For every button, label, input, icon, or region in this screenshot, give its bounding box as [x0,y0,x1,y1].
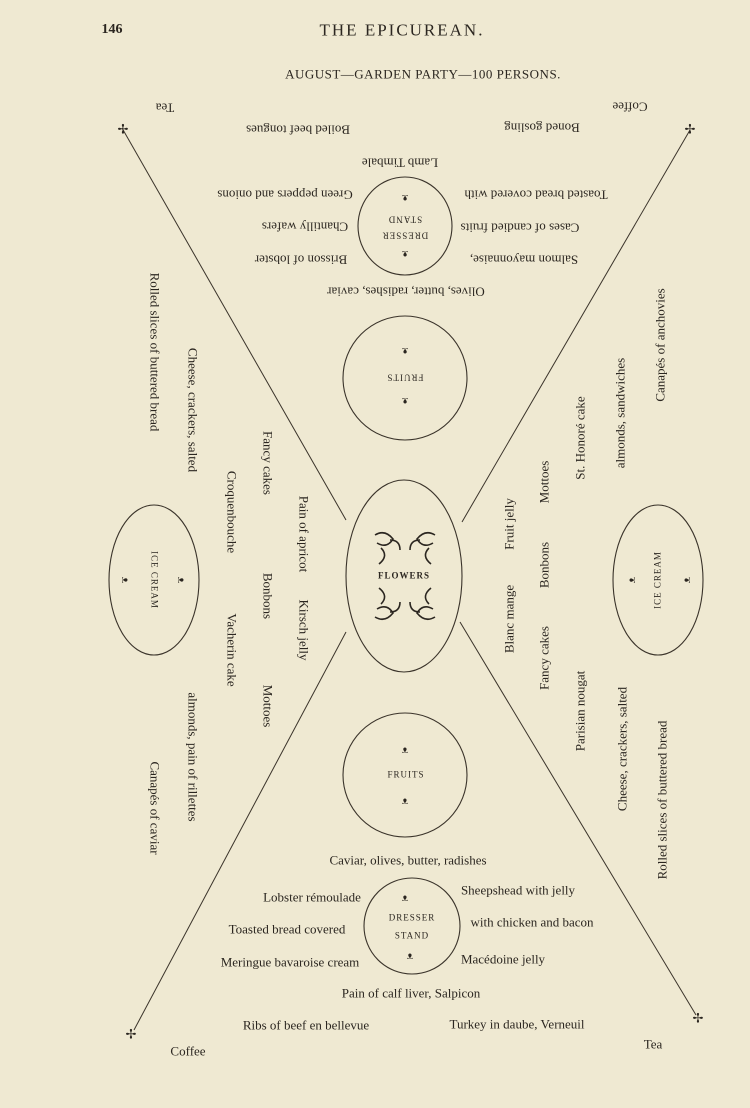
ornament-icon: ᴥ [406,948,414,962]
left-item: Kirsch jelly [296,599,312,661]
top-item: Green peppers and onions [217,187,353,203]
right-item: St. Honoré cake [572,396,588,480]
ornament-icon: ᴥ [401,890,409,904]
top-fruits-label: FRUITS [386,372,424,383]
right-ice-cream-label: ICE CREAM [652,551,663,609]
right-item: Bonbons [536,541,552,589]
ornament-icon: ᴥ [119,576,133,584]
page-number: 146 [101,22,123,37]
top-item: Chantilly wafers [261,219,349,235]
right-item: Canapés of anchovies [652,288,668,402]
left-item: Mottoes [260,684,276,728]
corner-marker-icon: ✢ [684,121,696,137]
top-item: Toasted bread covered with [464,187,608,203]
corner-label-bottom-left: Coffee [170,1043,206,1059]
left-item: Pain of apricot [296,495,312,573]
right-item: Blanc mange [501,584,517,654]
left-item: Croquenbouche [224,470,240,554]
left-item: Rolled slices of buttered bread [147,272,163,432]
top-item: Salmon mayonnaise, [469,252,579,268]
bottom-item: Macédoine jelly [460,951,546,967]
bottom-item: Sheepshead with jelly [460,882,576,898]
ornament-icon: ᴥ [679,576,693,584]
corner-label-bottom-right: Tea [643,1036,663,1052]
right-item: Fruit jelly [501,498,517,550]
ornament-icon: ᴥ [401,395,409,409]
top-item: Boned gosling [504,120,580,136]
right-item: Mottoes [536,460,552,504]
ornament-icon: ᴥ [401,793,409,807]
right-item: Cheese, crackers, salted [614,686,630,812]
bottom-fruits-label: FRUITS [387,769,425,780]
diagonal-bottom-left [134,632,346,1030]
bottom-item: with chicken and bacon [470,914,594,930]
ornament-icon: ᴥ [401,248,409,262]
bottom-item: Turkey in daube, Verneuil [449,1016,585,1032]
bottom-item: Toasted bread covered [228,921,346,937]
top-item: Olives, butter, radishes, caviar [327,284,485,300]
corner-marker-icon: ✢ [692,1010,704,1026]
left-item: Fancy cakes [260,431,276,495]
right-item: Fancy cakes [536,626,552,690]
left-item: Bonbons [260,572,276,620]
bottom-item: Ribs of beef en bellevue [242,1017,370,1033]
bottom-dresser-label: DRESSER [388,912,436,923]
top-item: Brisson of lobster [254,252,348,268]
top-item: Lamb Timbale [361,155,439,171]
bottom-dresser-label: STAND [394,930,430,941]
corner-marker-icon: ✢ [117,121,129,137]
top-item: Boiled beef tongues [246,122,350,138]
left-item: Canapés of caviar [147,761,163,855]
bottom-item: Meringue bavaroise cream [220,954,360,970]
running-title: THE EPICUREAN. [319,20,485,40]
bottom-item: Caviar, olives, butter, radishes [329,852,487,868]
right-item: Parisian nougat [572,670,588,752]
ornament-icon: ᴥ [624,576,638,584]
left-item: Cheese, crackers, salted [185,347,201,473]
corner-label-top-left: Tea [155,100,175,116]
bottom-item: Pain of calf liver, Salpicon [341,985,481,1001]
flowers-label: FLOWERS [377,570,431,581]
ornament-icon: ᴥ [175,576,189,584]
top-item: Cases of candied fruits [460,220,580,236]
left-item: almonds, pain of rillettes [185,692,201,822]
ornament-icon: ᴥ [401,192,409,206]
left-item: Vacherin cake [224,613,240,687]
corner-marker-icon: ✢ [125,1026,137,1042]
ornament-icon: ᴥ [401,345,409,359]
corner-label-top-right: Coffee [612,99,648,115]
right-item: Rolled slices of buttered bread [654,720,670,880]
bottom-item: Lobster rémoulade [263,889,361,905]
right-item: almonds, sandwiches [612,357,628,469]
top-dresser-label: DRESSER [381,230,429,241]
menu-subtitle: AUGUST—GARDEN PARTY—100 PERSONS. [285,66,561,82]
top-dresser-label: STAND [387,214,423,225]
left-ice-cream-label: ICE CREAM [149,551,160,609]
ornament-icon: ᴥ [401,742,409,756]
